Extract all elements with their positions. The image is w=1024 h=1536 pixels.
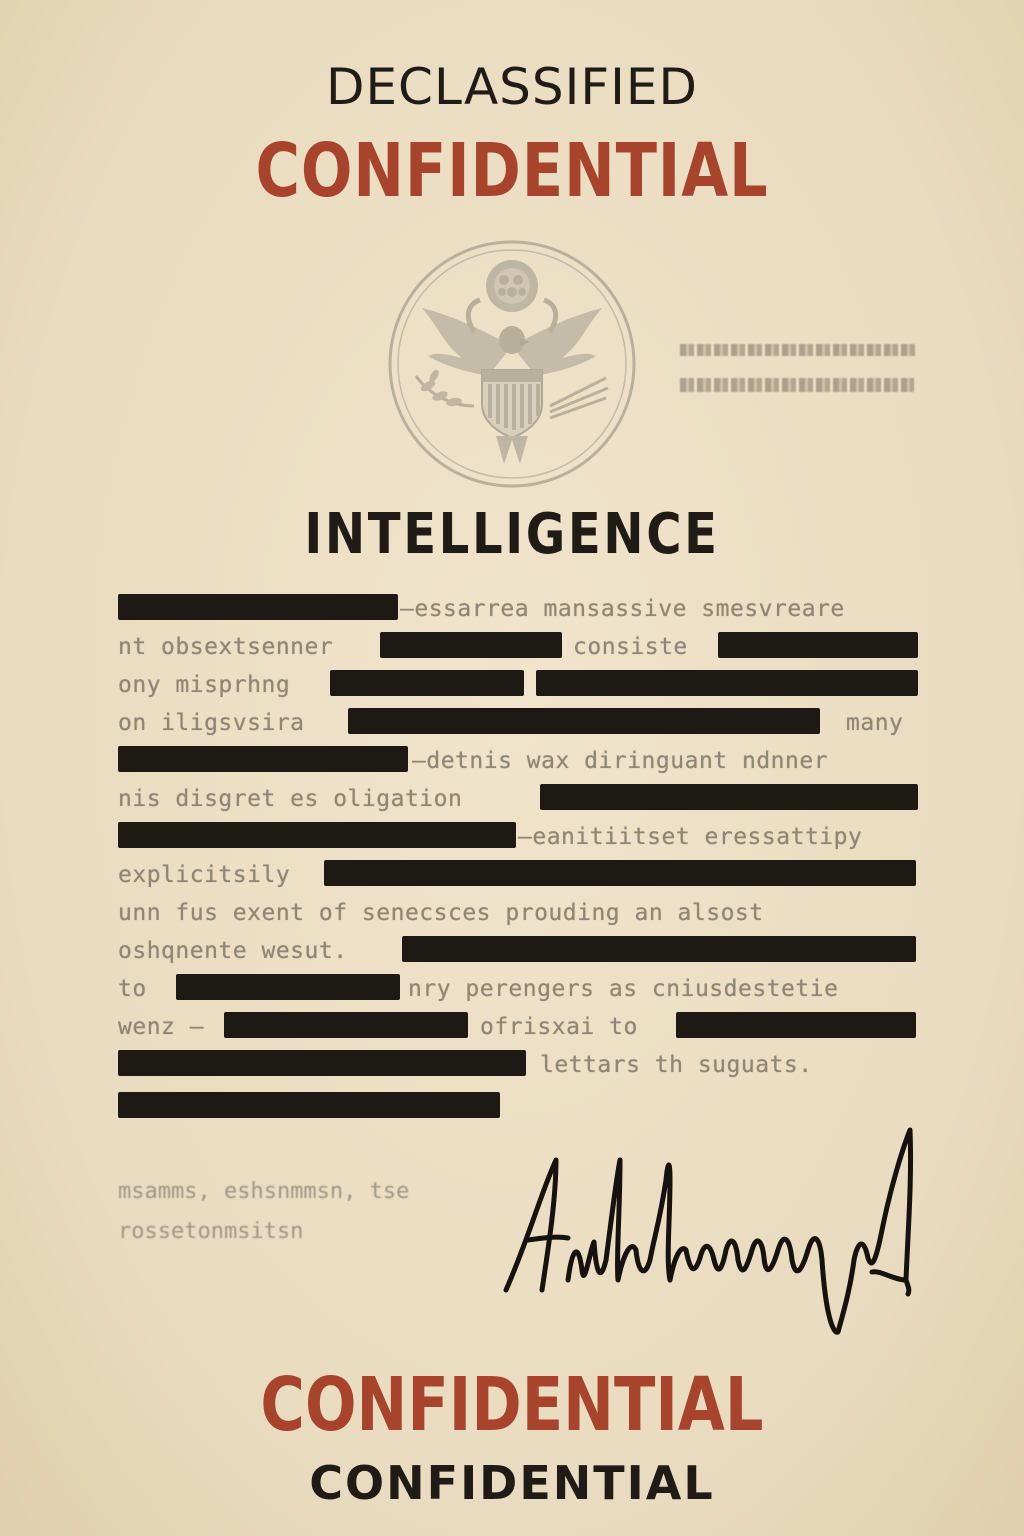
- redaction-bar: [676, 1012, 916, 1038]
- declassified-stamp: DECLASSIFIED: [325, 58, 699, 116]
- redaction-bar: [536, 670, 918, 696]
- body-text: —eanitiitset eressattipy: [518, 824, 863, 850]
- illegible-header-text: [680, 344, 918, 414]
- body-text: consiste: [573, 634, 688, 660]
- body-text: unn fus exent of senecsces prouding an alsost: [118, 900, 764, 926]
- body-text: —detnis wax diringuant ndnner: [412, 748, 829, 774]
- redaction-bar: [118, 594, 398, 620]
- redaction-bar: [118, 1092, 500, 1118]
- confidential-label-bottom: CONFIDENTIAL: [309, 1456, 715, 1510]
- redaction-bar: [118, 822, 516, 848]
- redaction-bar: [348, 708, 820, 734]
- redaction-bar: [330, 670, 524, 696]
- redaction-bar: [324, 860, 916, 886]
- body-text: nt obsextsenner: [118, 634, 334, 660]
- body-line: [118, 934, 918, 968]
- body-text: nry perengers as cniusdestetie: [408, 976, 839, 1002]
- body-line: [118, 858, 918, 892]
- body-line: [118, 820, 918, 854]
- body-text: many: [846, 710, 904, 736]
- redaction-bar: [224, 1012, 468, 1038]
- great-seal-eagle-icon: [384, 236, 640, 492]
- body-line: [118, 706, 918, 740]
- body-text: explicitsily: [118, 862, 291, 888]
- body-line: [118, 972, 918, 1006]
- body-line: [118, 1090, 918, 1124]
- redaction-bar: [380, 632, 562, 658]
- body-line: [118, 1048, 918, 1082]
- confidential-stamp-top: CONFIDENTIAL: [255, 128, 769, 214]
- redaction-bar: [540, 784, 918, 810]
- body-line: [118, 668, 918, 702]
- body-text: nis disgret es oligation: [118, 786, 463, 812]
- redaction-bar: [402, 936, 916, 962]
- redaction-bar: [176, 974, 400, 1000]
- body-text: on iligsvsira: [118, 710, 305, 736]
- body-text: lettars th suguats.: [540, 1052, 813, 1078]
- closing-line: msamms, eshsnmmsn, tse: [118, 1179, 410, 1204]
- document-title: INTELLIGENCE: [304, 502, 720, 567]
- body-text: —essarrea mansassive smesvreare: [400, 596, 845, 622]
- body-line: [118, 630, 918, 664]
- body-line: [118, 592, 918, 626]
- body-text: oshqnente wesut.: [118, 938, 348, 964]
- body-line: [118, 744, 918, 778]
- body-text: to: [118, 976, 147, 1002]
- body-line: [118, 896, 918, 930]
- body-text: ony misprhng: [118, 672, 291, 698]
- closing-line: rossetonmsitsn: [118, 1219, 304, 1244]
- body-line: [118, 782, 918, 816]
- redaction-bar: [718, 632, 918, 658]
- body-text: ofrisxai to: [480, 1014, 638, 1040]
- body-line: [118, 1010, 918, 1044]
- redaction-bar: [118, 1050, 526, 1076]
- body-text: wenz –: [118, 1014, 205, 1040]
- closing-text: [118, 1172, 518, 1252]
- signature: [498, 1120, 922, 1350]
- confidential-stamp-bottom: CONFIDENTIAL: [260, 1362, 764, 1448]
- redaction-bar: [118, 746, 408, 772]
